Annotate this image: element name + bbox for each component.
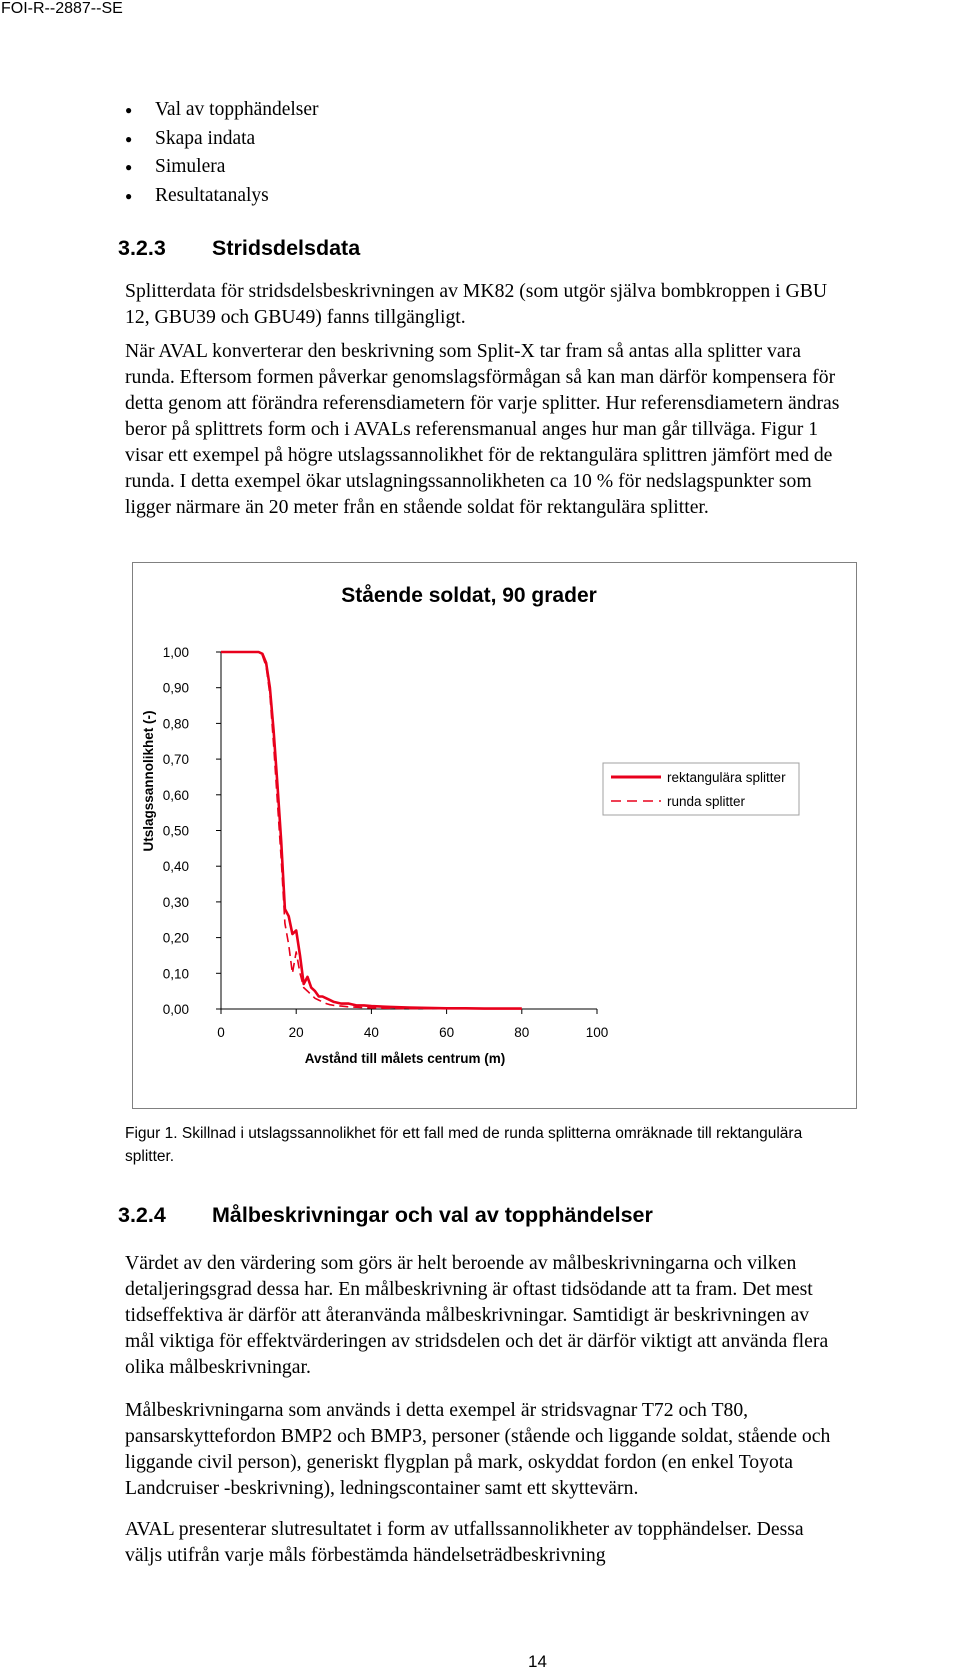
y-tick-label: 0,60 [162,787,189,803]
y-tick-label: 0,70 [162,752,189,768]
x-axis-ticks [217,1009,608,1040]
x-tick-label: 20 [288,1025,304,1040]
y-tick-label: 0,20 [162,930,189,946]
text-line: runda. Eftersom formen påverkar genomslagsförmågan så kan man därför kompensera för [125,366,836,388]
page-number: 14 [528,1652,547,1671]
legend-label-rektangulara: rektangulära splitter [667,770,786,785]
figure-1-chart [132,562,857,1109]
text-line: runda. I detta exempel ökar utslagningssannolikheten ca 10 % för nedslagspunkter som [125,470,812,492]
series-layer [221,652,522,1009]
section-heading-stridsdelsdata [118,236,360,261]
y-tick-label: 0,80 [162,716,189,732]
list-item: ● Skapa indata [125,125,319,154]
x-tick-label: 60 [439,1025,455,1040]
text-line: Målbeskrivningarna som används i detta exempel är stridsvagnar T72 och T80, [125,1399,749,1421]
text-line: beror på splittrets form och i AVALs referensmanual anges hur man går tillväga. Figur 1 [125,418,819,440]
y-tick-label: 0,30 [162,894,189,910]
caption-line: splitter. [125,1147,175,1165]
series-line-rektangulara [221,652,522,1009]
probability-line-chart [133,563,856,1108]
section-number: 3.2.4 [118,1203,166,1227]
y-tick-label: 0,40 [162,859,189,875]
text-line: AVAL presenterar slutresultatet i form av utfallssannolikheter av topphändelser. Dessa [125,1518,804,1540]
y-tick-label: 0,90 [162,680,189,696]
x-tick-label: 40 [363,1025,379,1040]
legend-label-runda: runda splitter [667,794,746,809]
section-heading-malbeskrivningar [118,1203,653,1228]
section-title: Stridsdelsdata [212,236,361,260]
list-item: ● Simulera [125,153,319,182]
figure-caption [125,1123,955,1168]
process-steps-list [125,96,319,211]
chart-title: Stående soldat, 90 grader [341,584,597,607]
caption-line: Figur 1. Skillnad i utslagssannolikhet för ett fall med de runda splitterna omräknade till rektangulära [125,1125,803,1142]
paragraph-aval-results [125,1516,960,1568]
x-tick-label: 0 [217,1025,225,1040]
paragraph-splitterdata [125,278,960,330]
text-line: Landcruiser -beskrivning), ledningscontainer samt ett skyttevärn. [125,1477,639,1499]
series-line-runda [221,652,447,1009]
list-item: ● Resultatanalys [125,182,319,211]
text-line: När AVAL konverterar den beskrivning som Split-X tar fram så antas alla splitter vara [125,340,801,362]
x-tick-label: 100 [585,1025,609,1040]
document-id-header: FOI-R--2887--SE [1,0,123,17]
section-number: 3.2.3 [118,236,166,260]
text-line: detaljeringsgrad dessa har. En målbeskrivning är oftast tidsödande att ta fram. Det mest [125,1278,813,1300]
text-line: tidseffektiva är därför att återanvända målbeskrivningar. Samtidigt är beskrivningen av [125,1304,810,1326]
text-line: 12, GBU39 och GBU49) fanns tillgängligt. [125,306,466,328]
section-title: Målbeskrivningar och val av topphändelser [212,1203,653,1227]
text-line: väljs utifrån varje måls förbestämda händelseträdbeskrivning [125,1544,606,1566]
y-axis-ticks [163,645,221,1017]
paragraph-vardet [125,1250,960,1380]
y-tick-label: 0,00 [162,1002,189,1017]
text-line: liggande civil person), generiskt flygplan på mark, oskyddat fordon (en enkel Toyota [125,1451,793,1473]
text-line: visar ett exempel på högre utslagssannolikhet för de rektangulära splittren jämfört med de [125,444,833,466]
paragraph-aval-conversion [125,338,960,520]
paragraph-malbeskrivningarna [125,1397,960,1501]
text-line: Värdet av den värdering som görs är helt beroende av målbeskrivningarna och vilken [125,1252,797,1274]
text-line: pansarskyttefordon BMP2 och BMP3, personer (stående och liggande soldat, stående och [125,1425,831,1447]
x-axis-label: Avstånd till målets centrum (m) [304,1051,506,1066]
text-line: detta genom att förändra referensdiametern för varje splitter. Hur referensdiametern ändras [125,392,840,414]
x-tick-label: 80 [514,1025,530,1040]
y-axis-label: Utslagssannolikhet (-) [141,710,156,852]
text-line: olika målbeskrivningar. [125,1356,311,1378]
text-line: Splitterdata för stridsdelsbeskrivningen av MK82 (som utgör själva bombkroppen i GBU [125,280,828,302]
y-tick-label: 1,00 [162,645,189,660]
text-line: ligger närmare än 20 meter från en stående soldat för rektangulära splitter. [125,496,709,518]
text-line: mål viktiga för effektvärderingen av stridsdelen och det är därför viktigt att använda flera [125,1330,829,1352]
y-tick-label: 0,10 [162,966,189,982]
list-item: ● Val av topphändelser [125,96,319,125]
y-tick-label: 0,50 [162,823,189,839]
